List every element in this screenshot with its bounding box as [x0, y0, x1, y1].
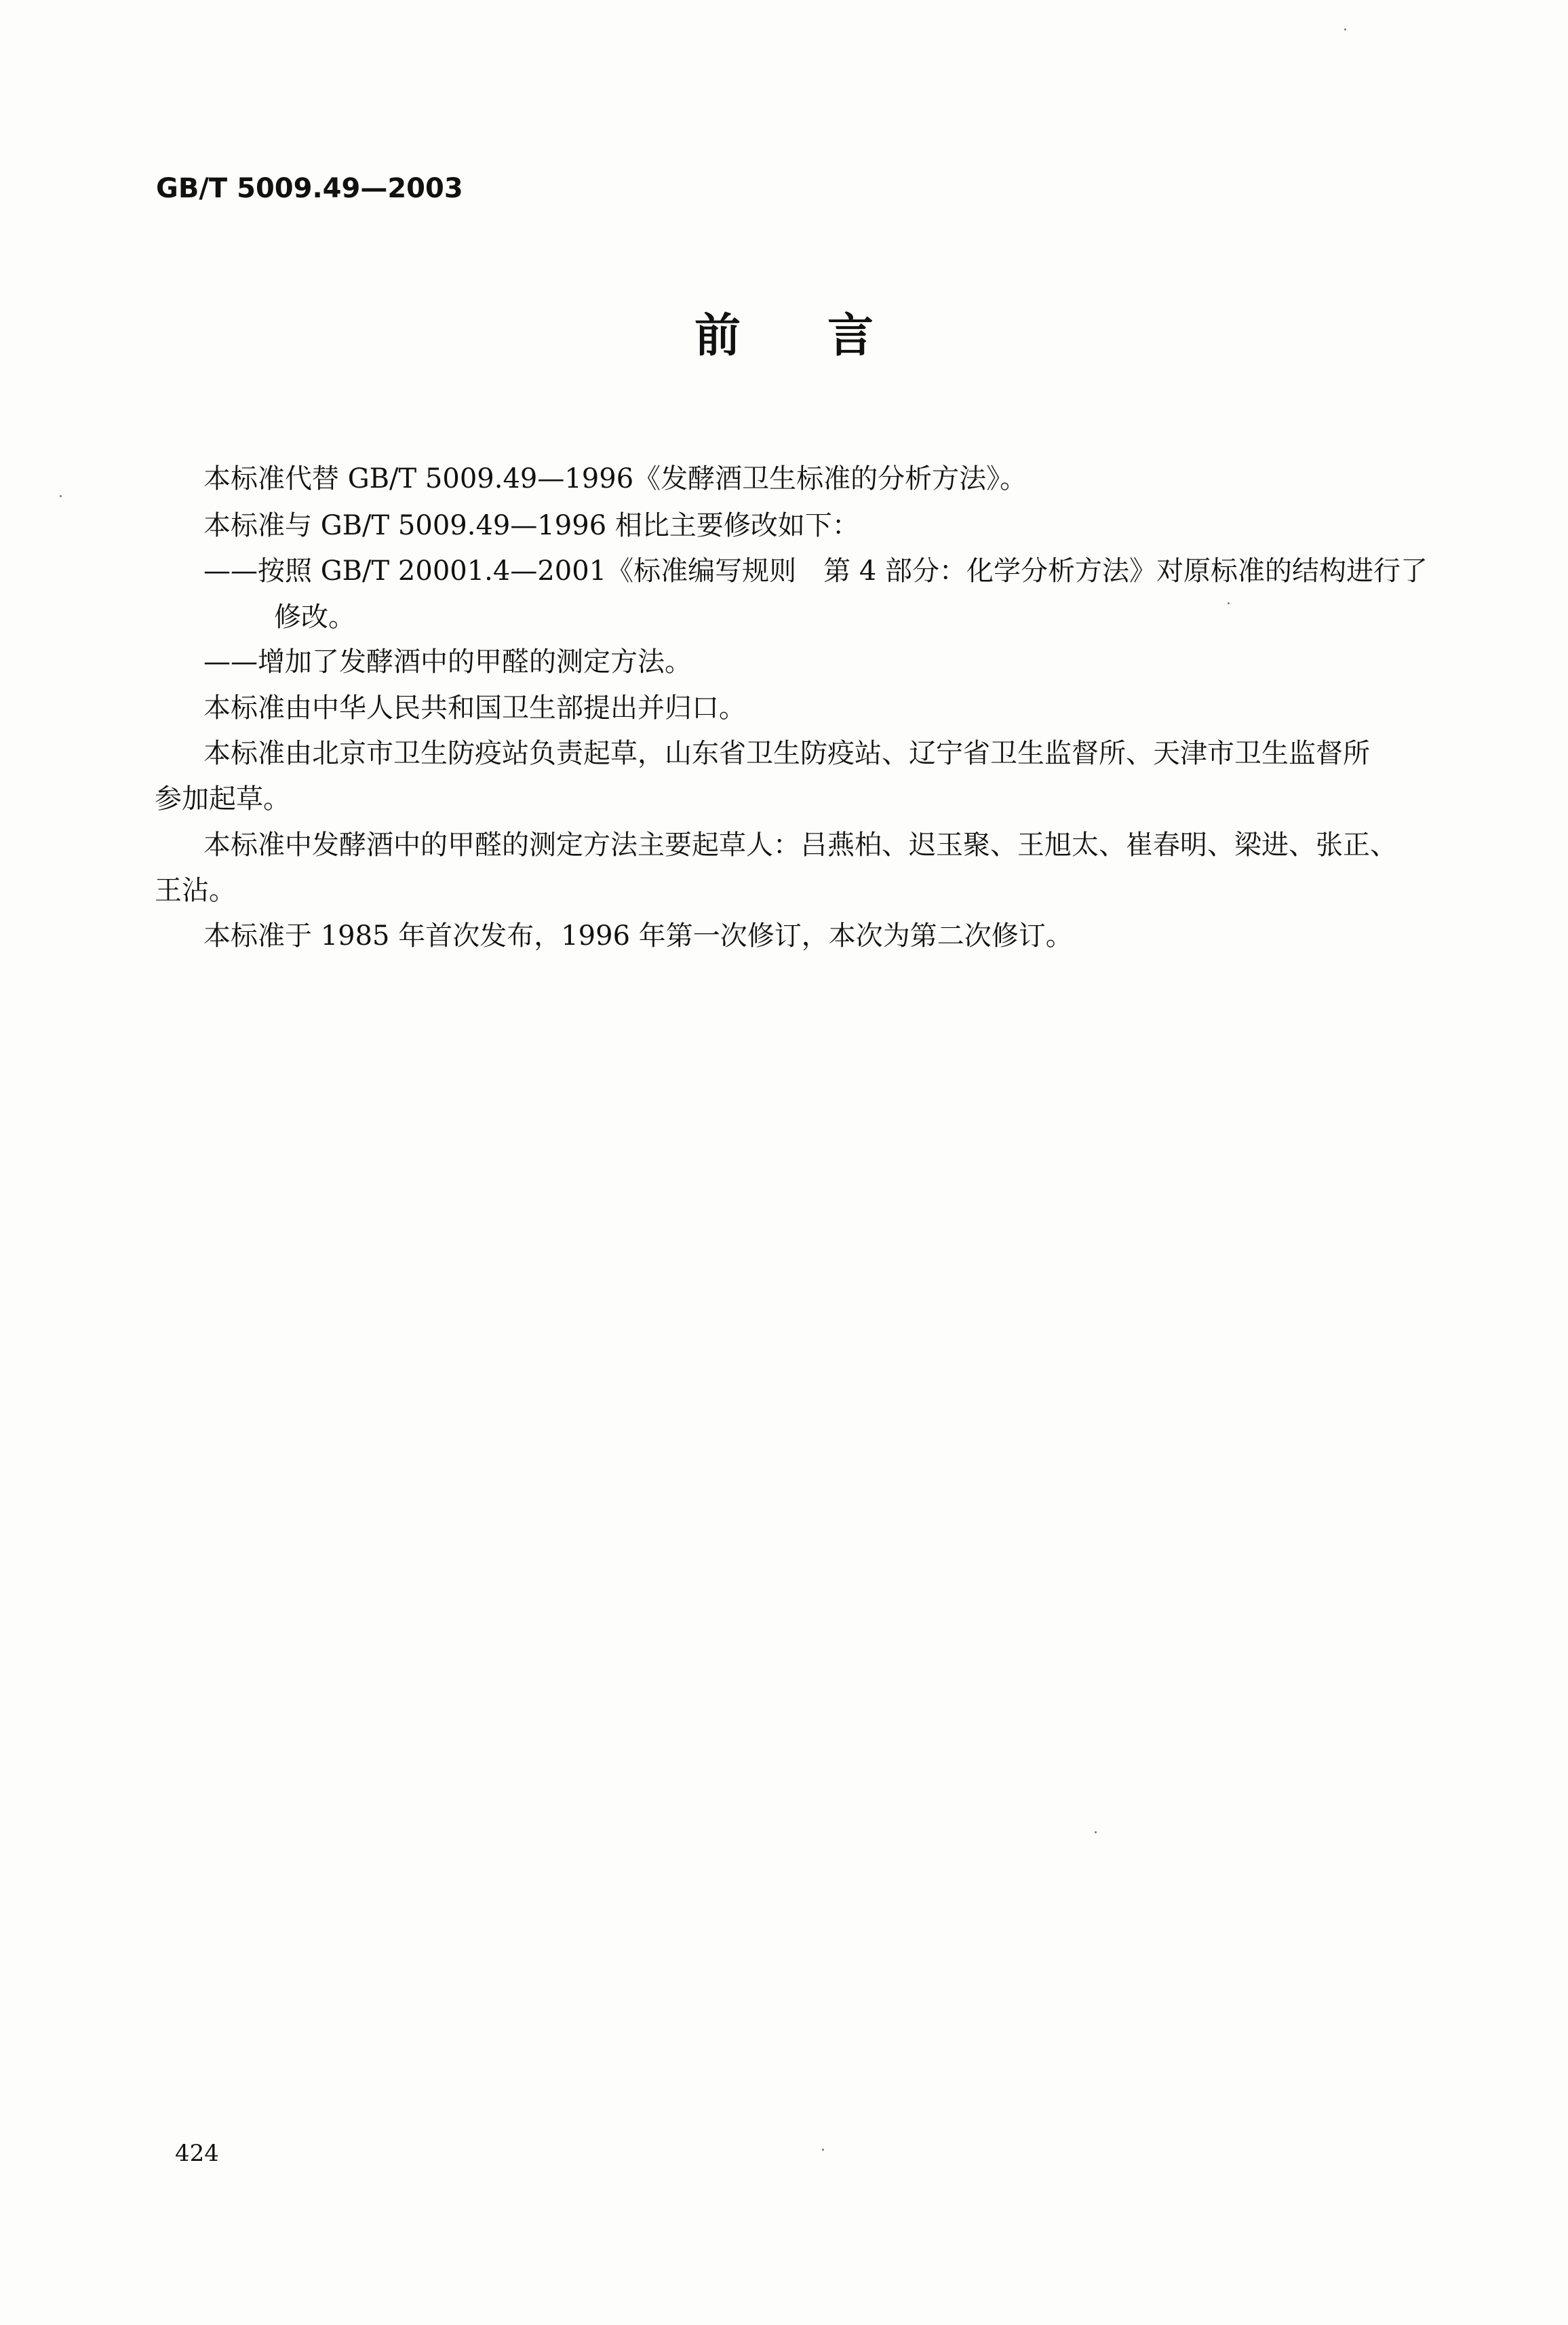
paragraph-line: 本标准由北京市卫生防疫站负责起草，山东省卫生防疫站、辽宁省卫生监督所、天津市卫生监督所: [203, 738, 1370, 769]
scan-speck: [822, 2149, 824, 2151]
scan-speck: [60, 495, 62, 497]
paragraph-continuation: 参加起草。: [155, 783, 290, 815]
page-title: 前言: [694, 309, 960, 363]
scan-speck: [1095, 1831, 1097, 1833]
paragraph-line: 本标准由中华人民共和国卫生部提出并归口。: [203, 692, 746, 724]
paragraph-line: 本标准与 GB/T 5009.49—1996 相比主要修改如下：: [203, 510, 859, 541]
list-item-continuation: 修改。: [274, 602, 355, 633]
paragraph-line: 本标准中发酵酒中的甲醛的测定方法主要起草人：吕燕柏、迟玉聚、王旭太、崔春明、梁进、张正、: [203, 829, 1397, 861]
document-code: GB/T 5009.49—2003: [156, 173, 463, 204]
page-number: 424: [175, 2140, 219, 2167]
paragraph-continuation: 王沾。: [155, 875, 236, 906]
list-item-line: ——按照 GB/T 20001.4—2001《标准编写规则 第 4 部分：化学分析方法》对原标准的结构进行了: [203, 555, 1428, 587]
scan-speck: [1344, 28, 1346, 31]
scan-speck: [1228, 602, 1230, 604]
list-item-line: ——增加了发酵酒中的甲醛的测定方法。: [203, 646, 692, 678]
paragraph-line: 本标准代替 GB/T 5009.49—1996《发酵酒卫生标准的分析方法》。: [203, 463, 1027, 494]
paragraph-line: 本标准于 1985 年首次发布，1996 年第一次修订，本次为第二次修订。: [203, 920, 1073, 952]
